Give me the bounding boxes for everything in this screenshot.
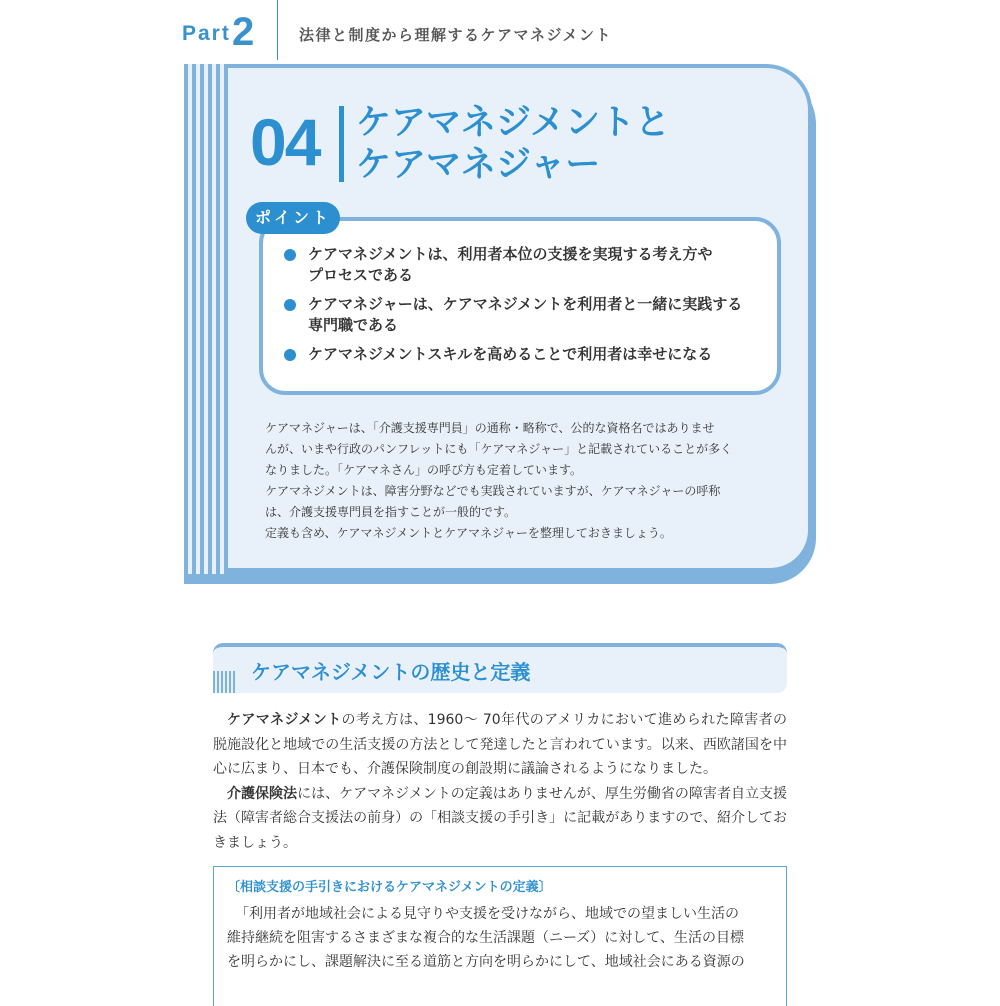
intro-line: 定義も含め、ケアマネジメントとケアマネジャーを整理しておきましょう。 [265,526,672,540]
body-paragraph-text: の考え方は、1960～ 70年代のアメリカにおいて進められた障害者の脱施設化と地域での生活支援の方法として発達したと言われています。以来、西欧諸国を中心に広まり、日本でも、介護保険制度の創設期に議論されるようになりました。 [213,712,787,777]
body-paragraph-text: には、ケアマネジメントの定義はありませんが、厚生労働省の障害者自立支援法（障害者総合支援法の前身）の「相談支援の手引き」に記載がありますので、紹介しておきましょう。 [213,785,788,851]
chapter-title-line1: ケアマネジメントと [356,103,670,143]
body-keyword: 介護保険法 [227,785,298,802]
point-item-line2: プロセスである [308,266,414,284]
point-item [282,344,772,365]
quote-line: を明らかにし、課題解決に至る道筋と方向を明らかにして、地域社会にある資源の [227,954,745,970]
quote-line: 維持継続を阻害するさまざまな複合的な生活課題（ニーズ）に対して、生活の目標 [227,930,745,946]
bullet-icon [284,249,296,261]
body-paragraph [213,708,787,782]
intro-line: は、介護支援専門員を指すことが一般的です。 [265,505,517,519]
chapter-divider [339,106,344,182]
intro-line: ケアマネジメントは、障害分野などでも実践されていますが、ケアマネジャーの呼称 [265,484,721,498]
point-item-line1: ケアマネジメントは、利用者本位の支援を実現する考え方や [308,245,713,263]
bullet-icon [284,349,296,361]
chapter-title-line2: ケアマネジャー [356,145,601,185]
section-heading-stripes [213,671,235,693]
point-item [282,244,772,286]
part-number: 2 [232,10,255,54]
intro-line: ケアマネジャーは、「介護支援専門員」の通称・略称で、公的な資格名ではありませ [265,421,715,435]
header-title: 法律と制度から理解するケアマネジメント [299,26,613,44]
body-paragraph [213,782,787,856]
chapter-title [356,102,670,186]
intro-line: んが、いまや行政のパンフレットにも「ケアマネジャー」と記載されていることが多く [265,442,733,456]
quote-line: 「利用者が地域社会による見守りや支援を受けながら、地域での望ましい生活の [235,906,739,922]
bullet-icon [284,299,296,311]
header-divider [277,0,278,60]
body-text [213,708,787,855]
point-item-line1: ケアマネジャーは、ケアマネジメントを利用者と一緒に実践する [308,295,743,313]
body-keyword: ケアマネジメント [227,712,342,728]
chapter-number: 04 [250,105,320,179]
point-badge: ポイント [246,202,340,234]
intro-text [265,418,765,544]
point-list [282,244,772,373]
point-item-line2: 専門職である [308,316,399,334]
point-item [282,294,772,336]
card-stripes [184,64,228,574]
intro-line: なりました。「ケアマネさん」の呼び方も定着しています。 [265,463,583,477]
part-label: Part [182,22,231,45]
quote-title: 〔相談支援の手引きにおけるケアマネジメントの定義〕 [227,880,552,895]
point-item-line1: ケアマネジメントスキルを高めることで利用者は幸せになる [308,345,713,363]
section-title: ケアマネジメントの歴史と定義 [251,660,531,684]
quote-text [227,902,775,974]
